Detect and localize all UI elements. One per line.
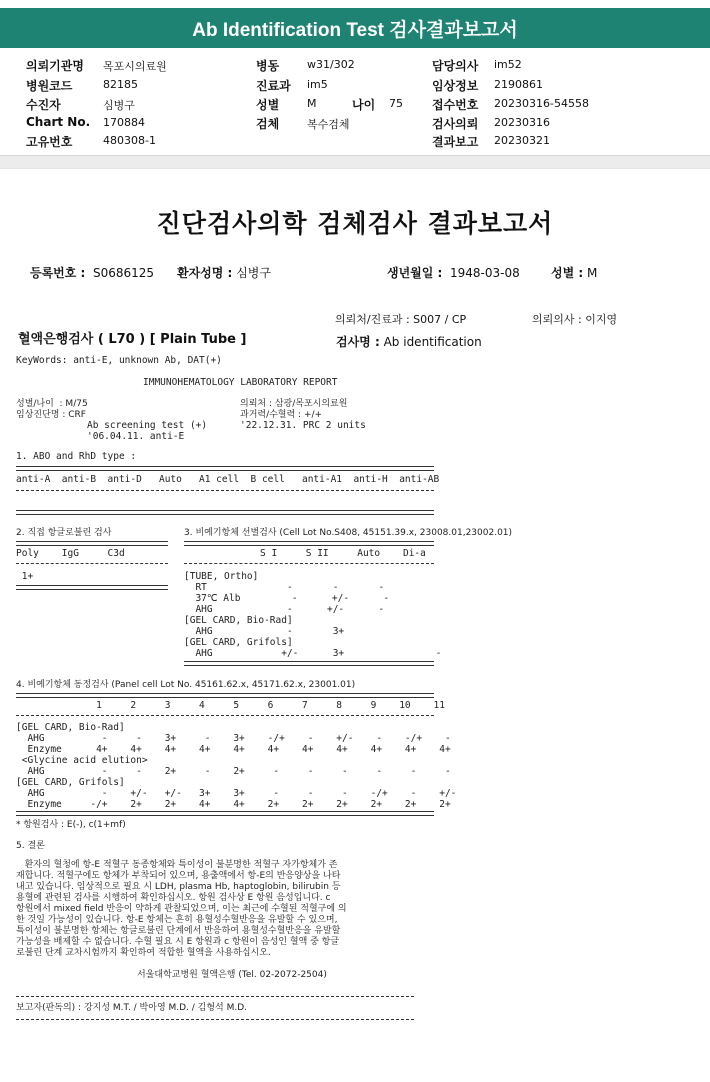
info-grid bbox=[0, 56, 710, 148]
clinical-diagnosis: 임상진단명 : CRF bbox=[16, 410, 86, 420]
keywords: KeyWords: anti-E, unknown Ab, DAT(+) bbox=[16, 355, 222, 366]
info-value: 심병구 bbox=[103, 99, 135, 112]
section-5-title: 5. 결론 bbox=[16, 841, 45, 851]
info-value: 복수검체 bbox=[307, 118, 350, 131]
screening-row: 37℃ Alb - +/- - bbox=[184, 593, 390, 604]
registration-number bbox=[30, 264, 154, 281]
ab-screening-note: Ab screening test (+) bbox=[87, 420, 208, 431]
double-rule bbox=[16, 541, 168, 546]
info-value: 82185 bbox=[103, 78, 138, 91]
dash-rule bbox=[16, 715, 434, 716]
info-label: 수진자 bbox=[26, 98, 61, 112]
antigen-test: * 항원검사 : E(-), c(1+mf) bbox=[16, 820, 126, 830]
panel-columns: 1 2 3 4 5 6 7 8 9 10 11 bbox=[16, 700, 445, 711]
info-label: 접수번호 bbox=[432, 98, 479, 112]
test-label: 검사명 : bbox=[336, 335, 380, 349]
dat-columns: Poly IgG C3d bbox=[16, 548, 125, 559]
conclusion-line: 용혈에 관련된 검사를 시행하여 확인하십시오. 항원 검사상 E 항원 음성입니다. c bbox=[16, 893, 331, 903]
info-label: 검사의뢰 bbox=[432, 117, 479, 131]
test-value: Ab identification bbox=[383, 335, 482, 349]
panel-row: Enzyme 4+ 4+ 4+ 4+ 4+ 4+ 4+ 4+ 4+ 4+ 4+ bbox=[16, 744, 451, 755]
reg-label: 등록번호 : bbox=[30, 266, 86, 280]
panel-row: Enzyme -/+ 2+ 2+ 4+ 4+ 2+ 2+ 2+ 2+ 2+ 2+ bbox=[16, 799, 451, 810]
info-label: Chart No. bbox=[26, 115, 91, 129]
section-separator bbox=[0, 155, 710, 169]
screening-row: AHG - +/- - bbox=[184, 604, 385, 615]
info-value: 75 bbox=[389, 97, 403, 110]
double-rule bbox=[16, 466, 434, 471]
dash-rule bbox=[184, 563, 434, 564]
section-3-title: 3. 비예기항체 선별검사 (Cell Lot No.S408, 45151.39.x, 23008.01,23002.01) bbox=[184, 528, 513, 538]
sex-value: M bbox=[587, 266, 598, 280]
conclusion-line: 한 것일 가능성이 있습니다. 항-E 항체는 흔히 용혈성수혈반응을 유발할 수 있으며, bbox=[16, 915, 338, 925]
screening-row: [GEL CARD, Grifols] bbox=[184, 637, 293, 648]
info-label: 나이 bbox=[352, 98, 376, 112]
dob-value: 1948-03-08 bbox=[450, 266, 520, 280]
date-of-birth bbox=[387, 264, 520, 281]
dash-rule bbox=[16, 996, 414, 997]
info-value: im5 bbox=[307, 78, 328, 91]
screening-row: AHG +/- 3+ - bbox=[184, 648, 442, 659]
lab-report-title: IMMUNOHEMATOLOGY LABORATORY REPORT bbox=[143, 377, 338, 388]
info-value: im52 bbox=[494, 58, 522, 71]
double-rule bbox=[16, 811, 434, 816]
conclusion-line: 항원에서 mixed field 반응이 약하게 관찰되었으며, 이는 최근에 수혈된 적혈구에 의 bbox=[16, 904, 347, 914]
test-name bbox=[336, 333, 482, 350]
panel-row: AHG - +/- +/- 3+ 3+ - - - -/+ - +/- bbox=[16, 788, 457, 799]
patient-value: 심병구 bbox=[236, 266, 271, 280]
info-label: 병원코드 bbox=[26, 79, 73, 93]
info-label: 진료과 bbox=[256, 79, 291, 93]
info-label: 검체 bbox=[256, 117, 280, 131]
referring-doctor: 의뢰의사 : 이지영 bbox=[532, 313, 618, 326]
banner-title: Ab Identification Test 검사결과보고서 bbox=[192, 19, 518, 41]
panel-row: AHG - - 3+ - 3+ -/+ - +/- - -/+ - bbox=[16, 733, 451, 744]
double-rule bbox=[16, 585, 168, 590]
info-label: 의뢰기관명 bbox=[26, 59, 84, 73]
sex-age-line: 성별/나이 : M/75 bbox=[16, 399, 88, 409]
info-value: 목포시의료원 bbox=[103, 60, 167, 73]
referral-line: 의뢰처 : 삼광/목포시의료원 bbox=[240, 399, 348, 409]
screening-columns: S I S II Auto Di-a bbox=[260, 548, 426, 559]
section-4-title: 4. 비예기항체 동정검사 (Panel cell Lot No. 45161.62.x, 45171.62.x, 23001.01) bbox=[16, 680, 356, 690]
report-title: 진단검사의학 검체검사 결과보고서 bbox=[156, 209, 554, 238]
panel-row: AHG - - 2+ - 2+ - - - - - - bbox=[16, 766, 451, 777]
double-rule bbox=[184, 661, 434, 666]
prc-note: '22.12.31. PRC 2 units bbox=[240, 420, 366, 431]
info-value: 170884 bbox=[103, 116, 145, 129]
dob-label: 생년월일 : bbox=[387, 266, 443, 280]
hospital-contact: 서울대학교병원 혈액은행 (Tel. 02-2072-2504) bbox=[137, 970, 327, 980]
panel-row: [GEL CARD, Bio-Rad] bbox=[16, 722, 125, 733]
double-rule bbox=[16, 510, 434, 515]
double-rule bbox=[184, 541, 434, 546]
screening-row: RT - - - bbox=[184, 582, 385, 593]
conclusion-line: 내고 있습니다. 임상적으로 필요 시 LDH, plasma Hb, haptoglobin, bilirubin 등 bbox=[16, 882, 341, 892]
conclusion-line: 환자의 혈청에 항-E 적혈구 동종항체와 특이성이 불분명한 적혈구 자가항체가 존 bbox=[16, 860, 338, 870]
screening-row: [GEL CARD, Bio-Rad] bbox=[184, 615, 293, 626]
info-label: 결과보고 bbox=[432, 135, 479, 149]
info-value: 480308-1 bbox=[103, 134, 156, 147]
double-rule bbox=[16, 693, 434, 698]
patient-label: 환자성명 : bbox=[177, 266, 233, 280]
dash-rule bbox=[16, 1019, 414, 1020]
patient-name bbox=[177, 264, 271, 281]
department: 의뢰처/진료과 : S007 / CP bbox=[335, 313, 467, 326]
panel-row: [GEL CARD, Grifols] bbox=[16, 777, 125, 788]
conclusion-line: 특이성이 불분명한 항체는 항글로불린 단계에서 반응하여 용혈성수혈반응을 유발할 bbox=[16, 926, 341, 936]
info-value: M bbox=[307, 97, 317, 110]
screening-row: AHG - 3+ bbox=[184, 626, 345, 637]
dash-rule bbox=[16, 490, 434, 491]
section-title: 혈액은행검사 ( L70 ) [ Plain Tube ] bbox=[18, 332, 247, 347]
dash-rule bbox=[16, 563, 168, 564]
info-label: 임상정보 bbox=[432, 79, 479, 93]
sex-label: 성별 : bbox=[551, 266, 584, 280]
info-label: 성별 bbox=[256, 98, 280, 112]
patient-sex bbox=[551, 264, 597, 281]
reg-value: S0686125 bbox=[93, 266, 155, 280]
dat-value: 1+ bbox=[16, 571, 34, 582]
transfusion-history: 과거력/수혈력 : +/+ bbox=[240, 410, 323, 420]
info-value: 20230321 bbox=[494, 134, 550, 147]
report-banner bbox=[0, 8, 710, 48]
info-value: 2190861 bbox=[494, 78, 543, 91]
reporter-line: 보고자(판독의) : 강지성 M.T. / 박아영 M.D. / 김형석 M.D. bbox=[16, 1003, 248, 1013]
conclusion-line: 가능성을 배제할 수 없습니다. 수혈 필요 시 E 항원과 c 항원이 음성인 혈액 중 항글 bbox=[16, 937, 340, 947]
info-label: 담당의사 bbox=[432, 59, 479, 73]
screening-row: [TUBE, Ortho] bbox=[184, 571, 259, 582]
conclusion-line: 재합니다. 적혈구에도 항체가 부착되어 있으며, 용출액에서 항-E의 반응양상을 나타 bbox=[16, 871, 341, 881]
section-2-title: 2. 직접 항글로불린 검사 bbox=[16, 528, 112, 538]
section-1-title: 1. ABO and RhD type : bbox=[16, 451, 137, 462]
panel-row: <Glycine acid elution> bbox=[16, 755, 148, 766]
info-label: 병동 bbox=[256, 59, 280, 73]
info-value: 20230316-54558 bbox=[494, 97, 589, 110]
info-value: 20230316 bbox=[494, 116, 550, 129]
abo-columns: anti-A anti-B anti-D Auto A1 cell B cell anti-A1 anti-H anti-AB bbox=[16, 474, 440, 485]
conclusion-line: 로불린 단계 교차시험까지 확인하여 적합한 혈액을 사용하십시오. bbox=[16, 948, 271, 958]
anti-e-note: '06.04.11. anti-E bbox=[87, 431, 185, 442]
info-label: 고유번호 bbox=[26, 135, 73, 149]
info-value: w31/302 bbox=[307, 58, 355, 71]
